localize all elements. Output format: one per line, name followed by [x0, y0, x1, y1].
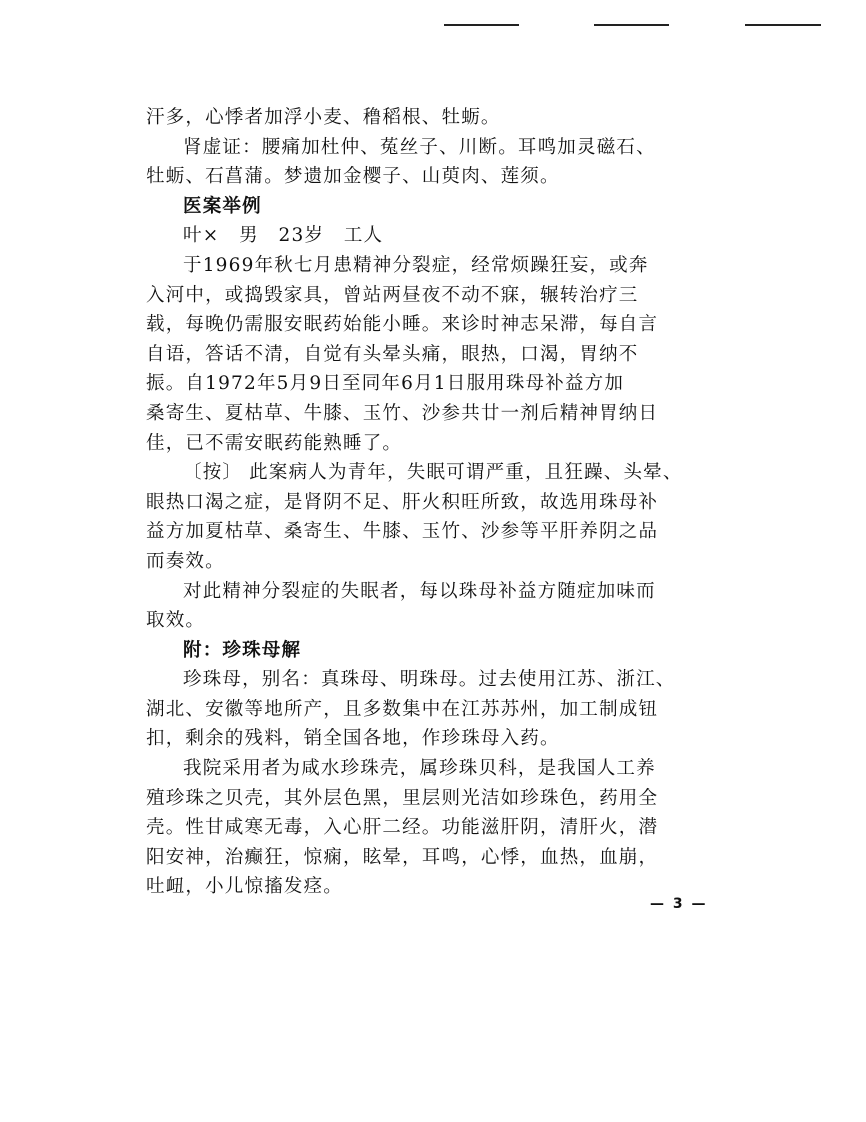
- header-rule: [444, 24, 519, 26]
- text-line: 而奏效。: [146, 550, 225, 572]
- text-line: 益方加夏枯草、桑寄生、牛膝、玉竹、沙参等平肝养阴之品: [146, 521, 659, 543]
- text-line: 〔按〕 此案病人为青年，失眠可谓严重，且狂躁、头晕、: [183, 462, 683, 484]
- text-line: 于1969年秋七月患精神分裂症，经常烦躁狂妄，或奔: [183, 254, 649, 276]
- text-line: 汗多，心悸者加浮小麦、穞稻根、牡蛎。: [146, 107, 501, 128]
- text-line: 阳安神，治癫狂，惊痫，眩晕，耳鸣，心悸，血热，血崩，: [146, 846, 659, 868]
- text-line: 佳，已不需安眠药能熟睡了。: [146, 432, 403, 454]
- text-line: 叶× 男 23岁 工人: [183, 225, 384, 247]
- text-line: 载，每晚仍需服安眠药始能小睡。来诊时神志呆滞，每自言: [146, 314, 659, 336]
- text-line: 振。自1972年5月9日至同年6月1日服用珠母补益方加: [146, 373, 625, 395]
- text-line: 壳。性甘咸寒无毒，入心肝二经。功能滋肝阴，清肝火，潜: [146, 817, 659, 839]
- header-rule: [594, 24, 669, 26]
- text-line: 我院采用者为咸水珍珠壳，属珍珠贝科，是我国人工养: [183, 758, 656, 780]
- text-line: 自语，答话不清，自觉有头晕头痛，眼热，口渴，胃纳不: [146, 343, 639, 365]
- section-heading: 附：珍珠母解: [183, 639, 302, 661]
- section-heading: 医案举例: [183, 195, 262, 217]
- document-body: [146, 103, 721, 902]
- text-line: 吐衄，小儿惊搐发痉。: [146, 876, 344, 898]
- text-line: 湖北、安徽等地所产，且多数集中在江苏苏州，加工制成钮: [146, 698, 659, 720]
- header-rule: [745, 24, 821, 26]
- text-line: 扣，剩余的残料，销全国各地，作珍珠母入药。: [146, 728, 560, 750]
- text-line: 对此精神分裂症的失眠者，每以珠母补益方随症加味而: [183, 580, 656, 602]
- text-line: 珍珠母，别名：真珠母、明珠母。过去使用江苏、浙江、: [183, 669, 676, 691]
- text-line: 殖珍珠之贝壳，其外层色黑，里层则光洁如珍珠色，药用全: [146, 787, 659, 809]
- text-line: 眼热口渴之症，是肾阴不足、肝火积旺所致，故选用珠母补: [146, 491, 659, 513]
- text-line: 入河中，或捣毁家具，曾站两昼夜不动不寐，辗转治疗三: [146, 284, 639, 306]
- text-line: 取效。: [146, 610, 206, 632]
- text-line: 牡蛎、石菖蒲。梦遗加金樱子、山萸肉、莲须。: [146, 166, 560, 188]
- text-line: 桑寄生、夏枯草、牛膝、玉竹、沙参共廿一剂后精神胃纳日: [146, 402, 659, 424]
- page-number: — 3 —: [650, 896, 708, 912]
- text-line: 肾虚证：腰痛加杜仲、菟丝子、川断。耳鸣加灵磁石、: [183, 136, 656, 158]
